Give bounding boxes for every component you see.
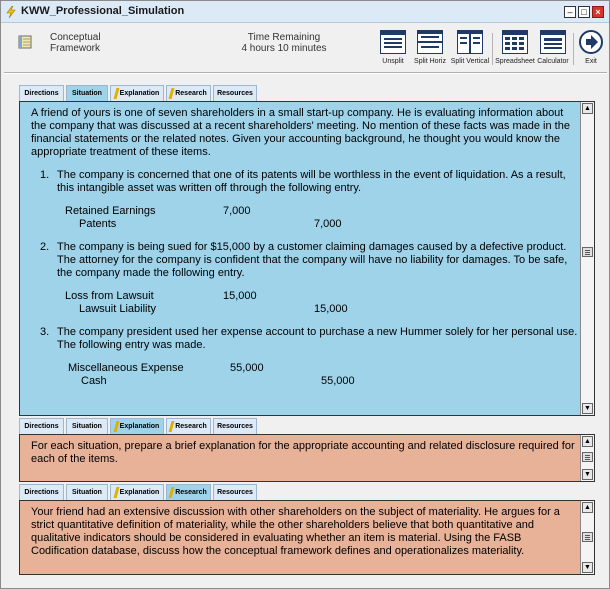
tab-label: Situation xyxy=(72,90,102,97)
time-remaining xyxy=(239,32,329,54)
debit-account: Loss from Lawsuit xyxy=(65,290,154,302)
section-title-line2: Framework xyxy=(50,43,101,54)
credit-account: Patents xyxy=(79,218,117,230)
window-title: KWW_Professional_Simulation xyxy=(21,5,185,17)
research-content: Your friend had an extensive discussion with other shareholders on the subject of materiality. He argues for a strict quantitative definition of materiality, while the other shareholders believe that both quantitative and qualitative indicators should be considered in evaluating whether an item is material. Using the FASB Codification database, discuss how the conceptual framework defines and operationalizes materiality. xyxy=(31,506,560,557)
item-number: 1. xyxy=(40,169,50,181)
tab-label: Situation xyxy=(72,423,102,430)
scroll-down-arrow-icon[interactable]: ▼ xyxy=(582,469,593,480)
debit-amount: 55,000 xyxy=(230,362,264,374)
tab-resources[interactable] xyxy=(213,85,257,101)
pencil-icon xyxy=(113,487,119,498)
tab-label: Situation xyxy=(72,489,102,496)
section-title xyxy=(50,32,101,54)
title-bar xyxy=(1,1,609,23)
credit-amount: 55,000 xyxy=(321,375,355,387)
unsplit-label: Unsplit xyxy=(382,58,404,65)
tab-research[interactable] xyxy=(166,85,211,101)
explanation-panel xyxy=(19,434,595,482)
toolbar-divider xyxy=(492,33,493,65)
situation-intro: A friend of yours is one of seven shareholders in a small start-up company. He is evaluating information about the company that was discussed at a recent shareholders' meeting. No mention of these facts was made in the financial statements or the related notes. Given your accounting background, he thought you would know the appropriate treatment of these items. xyxy=(31,107,570,158)
maximize-button[interactable]: □ xyxy=(578,6,590,18)
tab-research[interactable] xyxy=(166,484,211,500)
credit-account: Lawsuit Liability xyxy=(79,303,157,315)
calculator-button[interactable] xyxy=(536,30,570,65)
research-scrollbar[interactable] xyxy=(580,501,594,574)
tab-label: Resources xyxy=(217,423,253,430)
situation-item xyxy=(31,326,578,352)
credit-amount: 15,000 xyxy=(314,303,348,315)
item-text: The company is concerned that one of its patents will be worthless in the event of liquidation. As a result, this intangible asset was written off through the following entry. xyxy=(57,169,566,194)
exit-button[interactable] xyxy=(578,30,604,65)
journal-entry xyxy=(55,362,578,388)
pencil-icon xyxy=(113,421,119,432)
tab-label: Resources xyxy=(217,90,253,97)
pencil-icon xyxy=(169,88,175,99)
situation-item xyxy=(31,241,578,280)
tab-situation[interactable] xyxy=(66,85,108,101)
scroll-up-arrow-icon[interactable]: ▲ xyxy=(582,103,593,114)
scroll-up-arrow-icon[interactable]: ▲ xyxy=(582,436,593,447)
explanation-content: For each situation, prepare a brief explanation for the appropriate accounting and related disclosure required for each of the items. xyxy=(31,440,575,465)
tab-directions[interactable] xyxy=(19,418,64,434)
tab-situation[interactable] xyxy=(66,418,108,434)
tab-label: Directions xyxy=(24,489,59,496)
tab-label: Research xyxy=(175,90,207,97)
situation-item xyxy=(31,169,578,195)
unsplit-icon xyxy=(380,30,406,54)
time-remaining-label: Time Remaining xyxy=(247,32,321,43)
section-title-line1: Conceptual xyxy=(50,32,101,43)
tab-label: Directions xyxy=(24,423,59,430)
scroll-thumb[interactable] xyxy=(582,532,593,542)
scroll-down-arrow-icon[interactable]: ▼ xyxy=(582,403,593,414)
scroll-down-arrow-icon[interactable]: ▼ xyxy=(582,562,593,573)
split-horizontal-button[interactable] xyxy=(412,30,448,65)
pencil-icon xyxy=(169,487,175,498)
header-toolbar xyxy=(1,23,609,71)
close-button[interactable]: × xyxy=(592,6,604,18)
explanation-scrollbar[interactable] xyxy=(580,435,594,481)
situation-content xyxy=(31,107,578,388)
situation-scrollbar[interactable] xyxy=(580,102,594,415)
credit-account: Cash xyxy=(81,375,107,387)
credit-amount: 7,000 xyxy=(314,218,342,230)
tab-label: Research xyxy=(175,489,207,496)
tab-label: Research xyxy=(175,423,207,430)
calculator-icon xyxy=(540,30,566,54)
unsplit-button[interactable] xyxy=(378,30,408,65)
journal-entry xyxy=(55,290,578,316)
header-divider xyxy=(4,72,607,74)
exit-label: Exit xyxy=(585,58,597,65)
spreadsheet-button[interactable] xyxy=(495,30,535,65)
debit-amount: 15,000 xyxy=(223,290,257,302)
exit-icon xyxy=(578,30,604,54)
split-horizontal-icon xyxy=(417,30,443,54)
spreadsheet-icon xyxy=(502,30,528,54)
minimize-button[interactable]: – xyxy=(564,6,576,18)
tab-label: Explanation xyxy=(119,90,160,97)
tab-explanation[interactable] xyxy=(110,484,164,500)
debit-amount: 7,000 xyxy=(223,205,251,217)
item-number: 2. xyxy=(40,241,50,253)
scroll-up-arrow-icon[interactable]: ▲ xyxy=(582,502,593,513)
scroll-thumb[interactable] xyxy=(582,452,593,462)
debit-account: Retained Earnings xyxy=(65,205,156,217)
tab-resources[interactable] xyxy=(213,484,257,500)
situation-panel xyxy=(19,101,595,416)
split-horizontal-label: Split Horiz xyxy=(414,58,446,65)
time-remaining-value: 4 hours 10 minutes xyxy=(241,43,327,54)
scroll-thumb[interactable] xyxy=(582,247,593,257)
item-text: The company president used her expense account to purchase a new Hummer solely for her personal use. The following entry was made. xyxy=(57,326,578,351)
tab-directions[interactable] xyxy=(19,85,64,101)
tab-label: Explanation xyxy=(119,489,160,496)
item-number: 3. xyxy=(40,326,50,338)
journal-entry xyxy=(55,205,578,231)
tab-explanation[interactable] xyxy=(110,85,164,101)
calculator-label: Calculator xyxy=(537,58,569,65)
tab-directions[interactable] xyxy=(19,484,64,500)
research-panel xyxy=(19,500,595,575)
tab-research[interactable] xyxy=(166,418,211,434)
tab-label: Explanation xyxy=(119,423,160,430)
split-vertical-button[interactable] xyxy=(450,30,490,65)
notebook-icon xyxy=(18,35,32,49)
item-text: The company is being sued for $15,000 by a customer claiming damages caused by a defective product. The attorney for the company is confident that the company will have no liability for damages. To be safe, the company made the following entry. xyxy=(57,241,568,279)
tab-situation[interactable] xyxy=(66,484,108,500)
pencil-icon xyxy=(169,421,175,432)
debit-account: Miscellaneous Expense xyxy=(68,362,184,374)
spreadsheet-label: Spreadsheet xyxy=(495,58,535,65)
lightning-icon xyxy=(5,6,17,18)
split-vertical-label: Split Vertical xyxy=(450,58,490,65)
pencil-icon xyxy=(113,88,119,99)
tab-label: Directions xyxy=(24,90,59,97)
toolbar-divider xyxy=(573,33,574,65)
tab-explanation[interactable] xyxy=(110,418,164,434)
split-vertical-icon xyxy=(457,30,483,54)
tab-label: Resources xyxy=(217,489,253,496)
tab-resources[interactable] xyxy=(213,418,257,434)
